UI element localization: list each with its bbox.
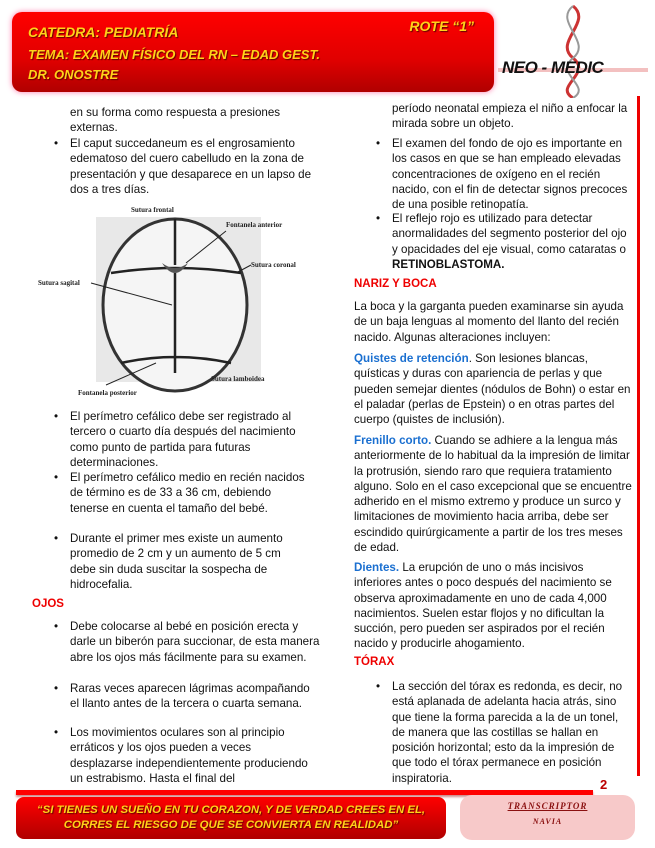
paragraph-dientes: Dientes. La erupción de uno o más incisivos inferiores antes o poco después del nacimiento se observa aproximadamente en uno de cada 4,000 nacimientos. Suelen estar flojos y no dificultan la succión, pero pueden ser aspirados por el recién nacido y producirle ahogamiento.: [354, 561, 612, 651]
rote: ROTE “1”: [409, 18, 474, 34]
tema: TEMA: EXAMEN FÍSICO DEL RN – EDAD GEST.: [28, 47, 321, 62]
left-continuation: en su forma como respuesta a presiones externas.: [70, 106, 281, 135]
label-sutura-coronal: Sutura coronal: [251, 261, 296, 269]
paragraph-quistes: Quistes de retención. Son lesiones blancas, quísticas y duras con apariencia de perlas y que pueden semejar dientes (nódulos de Bohn) o estar en el paladar (perlas de Epstein) o en otras partes del cuerpo (quistes de inclusión).: [354, 352, 631, 427]
label-fontanela-posterior: Fontanela posterior: [78, 389, 137, 397]
paragraph-boca: La boca y la garganta pueden examinarse sin ayuda de un baja lenguas al momento del llanto del recién nacido. Algunas alteraciones incluyen:: [354, 300, 624, 344]
retinoblastoma: RETINOBLASTOMA.: [392, 257, 505, 271]
heading-nariz-boca: NARIZ Y BOCA: [354, 278, 437, 290]
footer-quote: “SI TIENES UN SUEÑO EN TU CORAZON, Y DE VERDAD CREES EN EL, CORRES EL RIESGO DE QUE SE CONVIERTA EN REALIDAD”: [16, 797, 446, 839]
neo-medic-logo: NEO - MEDIC: [498, 2, 648, 98]
bullet-perimetro: • El perímetro cefálico debe ser registrado al tercero o cuarto día después del nacimiento como punto de partida para futuras determinaciones.: [70, 409, 318, 470]
transcriptor-badge: TRANSCRIPTOR NAVIA: [460, 795, 635, 840]
heading-torax: TÓRAX: [354, 656, 395, 668]
bullet-perimetro-medio: • El perímetro cefálico medio en recién nacidos de término es de 33 a 36 cm, debiendo tenerse en cuenta el tamaño del bebé.: [70, 470, 310, 516]
bullet-reflejo-rojo: • El reflejo rojo es utilizado para detectar anormalidades del segmento posterior del ojo y opacidades del eje visual, como cataratas o RETINOBLASTOMA.: [392, 211, 627, 272]
bullet-fondo-ojo: • El examen del fondo de ojo es importante en los casos en que se han empleado elevadas concentraciones de oxígeno en el recién nacido, con el fin de detectar signos precoces de una posible retinopatía.: [392, 136, 632, 212]
bullet-caput: • El caput succedaneum es el engrosamiento edematoso del cuero cabelludo en la zona de presentación y que desaparece en un lapso de dos a tres días.: [70, 136, 318, 197]
label-sutura-lamboidea: Sutura lamboidea: [211, 375, 265, 383]
bullet-torax: • La sección del tórax es redonda, es decir, no está aplanada de adelanta hacia atrás, sino que tiene la forma parecida a la de un tonel, de manera que las costillas se hallan en posición horizontal; esto da la impresión de que todo el tórax permanece en posición inspiratoria.: [392, 679, 634, 786]
label-sutura-sagital: Sutura sagital: [38, 279, 80, 287]
dna-icon: [498, 2, 648, 98]
right-border: [637, 96, 640, 776]
right-continuation: período neonatal empieza el niño a enfocar la mirada sobre un objeto.: [392, 102, 628, 131]
catedra: CATEDRA: PEDIATRÍA: [28, 24, 179, 40]
bullet-movimientos: • Los movimientos oculares son al principio erráticos y los ojos pueden a veces desplazarse independientemente produciendo un estrabismo. Hasta el final del: [70, 725, 315, 786]
bullet-biberon: • Debe colocarse al bebé en posición erecta y darle un biberón para succionar, de esta manera abre los ojos más fácilmente para su examen.: [70, 619, 320, 665]
skull-figure: [36, 203, 321, 398]
header-banner: [12, 12, 494, 92]
label-fontanela-anterior: Fontanela anterior: [226, 221, 283, 229]
page-number: 2: [600, 777, 608, 792]
doctor: DR. ONOSTRE: [28, 67, 119, 82]
paragraph-frenillo: Frenillo corto. Cuando se adhiere a la lengua más anteriormente de lo habitual da la impresión de limitar la protrusión, siendo raro que requiera tratamiento alguno. Solo en el caso excepcional que se encuentre adherido en el mismo extremo y produce un surco y limitaciones de movimiento hacia arriba, debe ser escindido quirúrgicamente a partir de los tres meses de edad.: [354, 434, 632, 555]
bullet-lagrimas: • Raras veces aparecen lágrimas acompañando el llanto antes de la tercera o cuarta semana.: [70, 681, 310, 712]
heading-ojos: OJOS: [32, 598, 64, 610]
label-sutura-frontal: Sutura frontal: [131, 206, 174, 214]
bullet-primer-mes: • Durante el primer mes existe un aumento promedio de 2 cm y un aumento de 5 cm debe sin duda suscitar la sospecha de hidrocefalia.: [70, 531, 300, 592]
